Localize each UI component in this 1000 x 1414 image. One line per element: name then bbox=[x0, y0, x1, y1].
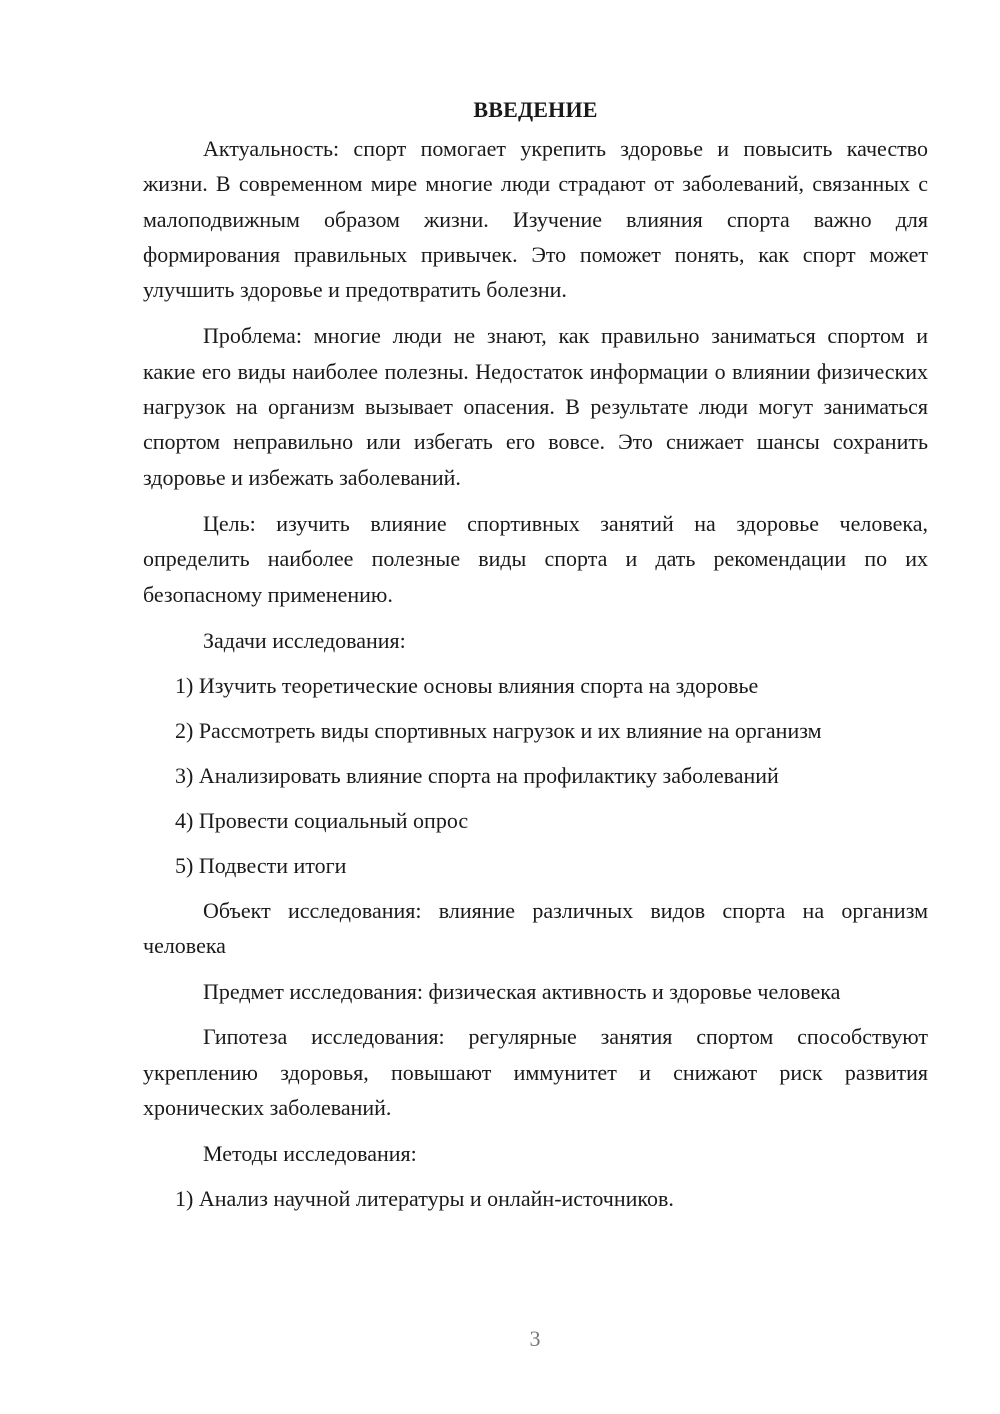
relevance-paragraph: Актуальность: спорт помогает укрепить здоровье и повысить качество жизни. В современном мире многие люди страдают от заболеваний, связанных с малоподвижным образом жизни. Изучение влияния спорта важно для формирования правильных привычек. Это поможет понять, как спорт может улучшить здоровье и предотвратить болезни. bbox=[143, 136, 928, 303]
task-item: 2) Рассмотреть виды спортивных нагрузок и их влияние на организм bbox=[175, 717, 822, 743]
subject-paragraph: Предмет исследования: физическая активность и здоровье человека bbox=[203, 979, 841, 1005]
methods-heading: Методы исследования: bbox=[203, 1141, 417, 1167]
tasks-heading: Задачи исследования: bbox=[203, 627, 406, 653]
section-title: ВВЕДЕНИЕ bbox=[473, 97, 598, 122]
problem-paragraph: Проблема: многие люди не знают, как правильно заниматься спортом и какие его виды наиболее полезны. Недостаток информации о влиянии физических нагрузок на организм вызывает опасения. В результате люди могут заниматься спортом неправильно или избегать его вовсе. Это снижает шансы сохранить здоровье и избежать заболеваний. bbox=[143, 323, 928, 490]
object-paragraph: Объект исследования: влияние различных видов спорта на организм человека bbox=[143, 897, 928, 959]
task-item: 4) Провести социальный опрос bbox=[175, 807, 469, 833]
task-item: 1) Изучить теоретические основы влияния спорта на здоровье bbox=[175, 672, 759, 698]
page-content bbox=[143, 92, 928, 1226]
task-item: 5) Подвести итоги bbox=[175, 852, 347, 878]
hypothesis-paragraph: Гипотеза исследования: регулярные занятия спортом способствуют укреплению здоровья, повышают иммунитет и снижают риск развития хронических заболеваний. bbox=[143, 1024, 928, 1121]
method-item: 1) Анализ научной литературы и онлайн-источников. bbox=[175, 1186, 674, 1212]
goal-paragraph: Цель: изучить влияние спортивных занятий на здоровье человека, определить наиболее полезные виды спорта и дать рекомендации по их безопасному применению. bbox=[143, 510, 928, 607]
page-number: 3 bbox=[529, 1326, 541, 1351]
task-item: 3) Анализировать влияние спорта на профилактику заболеваний bbox=[175, 762, 779, 788]
